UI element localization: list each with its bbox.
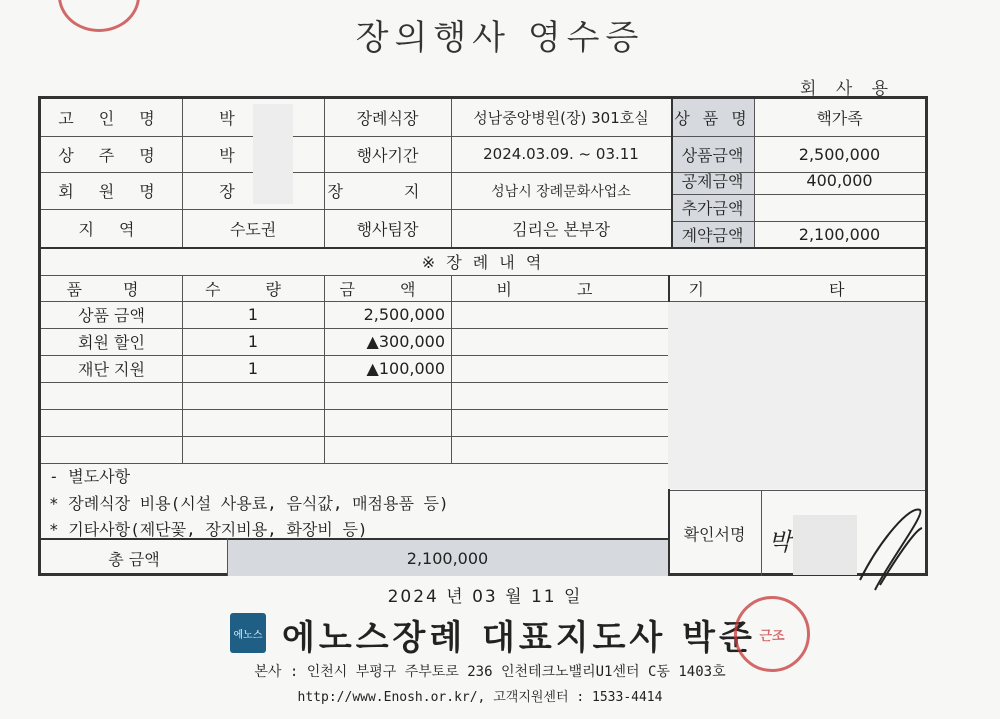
row2-amount: ▲300,000	[366, 332, 445, 351]
product-amount-value: 2,500,000	[798, 144, 881, 164]
notes-line1: * 장례식장 비용(시설 사용료, 음식값, 매점용품 등)	[49, 494, 449, 513]
row2-item: 회원 할인	[78, 333, 145, 352]
header-item: 품 명	[66, 279, 157, 299]
team-leader-value: 김리은 본부장	[512, 219, 610, 239]
confirm-label: 확인서명	[683, 524, 746, 544]
redacted-names	[253, 104, 293, 204]
notes-title: - 별도사항	[49, 467, 131, 486]
row2-qty: 1	[247, 332, 259, 351]
deduction-label: 공제금액	[681, 172, 744, 191]
receipt-table	[38, 96, 928, 576]
deceased-value: 박	[219, 109, 235, 128]
header-amount: 금 액	[339, 279, 436, 299]
row3-remark	[451, 355, 668, 382]
copy-label: 회 사 용	[800, 79, 896, 99]
company-logo	[230, 613, 266, 653]
region-label: 지 역	[78, 219, 145, 239]
chief-mourner-value: 박	[219, 145, 235, 165]
document-title: 장의행사 영수증	[355, 18, 645, 58]
details-section-title: ※ 장 례 내 역	[421, 252, 545, 272]
contract-value: 2,100,000	[798, 224, 881, 244]
total-value: 2,100,000	[406, 548, 489, 568]
period-label: 행사기간	[356, 145, 419, 165]
notes-line2: * 기타사항(제단꽃, 장지비용, 화장비 등)	[49, 520, 368, 539]
product-value: 핵가족	[816, 109, 863, 128]
extra-label: 추가금액	[681, 199, 744, 218]
row1-amount: 2,500,000	[363, 305, 445, 324]
team-leader-label: 행사팀장	[356, 219, 419, 239]
burial-label: 장 지	[327, 182, 448, 201]
company-name-line: 에노스장례 대표지도사 박준	[282, 618, 756, 658]
product-label: 상 품 명	[674, 109, 751, 128]
company-web: http://www.Enosh.or.kr/, 고객지원센터 : 1533-4414	[297, 690, 663, 705]
row3-item: 재단 지원	[78, 360, 145, 379]
row1-item: 상품 금액	[78, 306, 145, 325]
row3-amount: ▲100,000	[366, 359, 445, 378]
deceased-label: 고 인 명	[58, 109, 165, 128]
row2-remark	[451, 328, 668, 355]
row1-remark	[451, 301, 668, 328]
date-line: 2024 년 03 월 11 일	[387, 587, 583, 607]
total-label: 총 금액	[108, 549, 160, 569]
burial-value: 성남시 장례문화사업소	[491, 183, 631, 200]
signature-text: 박	[768, 527, 792, 556]
row1-qty: 1	[247, 305, 259, 324]
redacted-signature	[793, 515, 857, 575]
period-value: 2024.03.09. ~ 03.11	[483, 145, 639, 163]
venue-label: 장례식장	[356, 109, 419, 128]
header-remark: 비 고	[496, 279, 623, 299]
extra-value	[754, 194, 925, 221]
row3-qty: 1	[247, 359, 259, 378]
contract-label: 계약금액	[681, 225, 744, 245]
company-address: 본사 : 인천시 부평구 주부토로 236 인천테크노밸리U1센터 C동 1403호	[254, 664, 726, 680]
header-qty: 수 량	[205, 279, 301, 299]
venue-value: 성남중앙병원(장) 301호실	[473, 109, 649, 127]
chief-mourner-label: 상 주 명	[58, 145, 165, 165]
member-label: 회 원 명	[58, 182, 165, 201]
member-value: 장	[219, 182, 235, 201]
logo-text: 에노스	[233, 629, 263, 641]
seal-text: 근조	[759, 628, 785, 644]
region-value: 수도권	[229, 219, 277, 239]
header-other: 기 타	[688, 279, 905, 299]
redacted-other	[668, 302, 925, 489]
product-amount-label: 상품금액	[681, 145, 744, 165]
deduction-value: 400,000	[806, 171, 873, 190]
